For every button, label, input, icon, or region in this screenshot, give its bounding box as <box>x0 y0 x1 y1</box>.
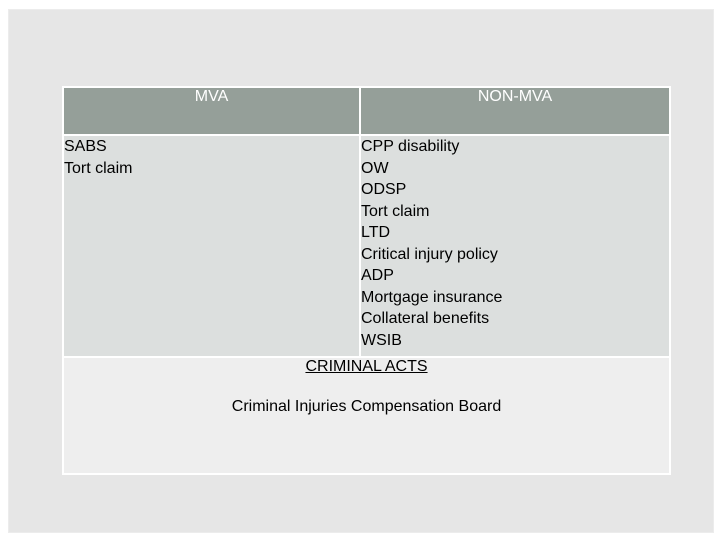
slide-background <box>8 9 714 533</box>
list-item: Tort claim <box>361 202 430 220</box>
list-item: Critical injury policy <box>361 245 498 263</box>
criminal-acts-subtitle: Criminal Injuries Compensation Board <box>231 398 502 415</box>
header-mva: MVA <box>63 87 360 135</box>
criminal-acts-cell <box>63 357 670 474</box>
table-body-row <box>63 135 670 357</box>
list-item: CPP disability <box>361 138 460 155</box>
header-non-mva: NON-MVA <box>360 87 670 135</box>
list-item: Mortgage insurance <box>361 288 503 306</box>
list-item: ODSP <box>361 181 407 198</box>
benefits-table <box>62 86 671 475</box>
list-item: ADP <box>361 267 394 284</box>
table-footer-row <box>63 357 670 474</box>
list-item: OW <box>361 159 389 177</box>
list-item: Collateral benefits <box>361 310 490 327</box>
list-item: WSIB <box>361 331 402 349</box>
list-item: SABS <box>64 138 107 155</box>
list-item: Tort claim <box>64 159 133 177</box>
list-item: LTD <box>361 224 391 241</box>
non-mva-cell <box>360 135 670 357</box>
criminal-acts-title: CRIMINAL ACTS <box>305 358 428 375</box>
table-header-row <box>63 87 670 135</box>
mva-cell <box>63 135 360 357</box>
